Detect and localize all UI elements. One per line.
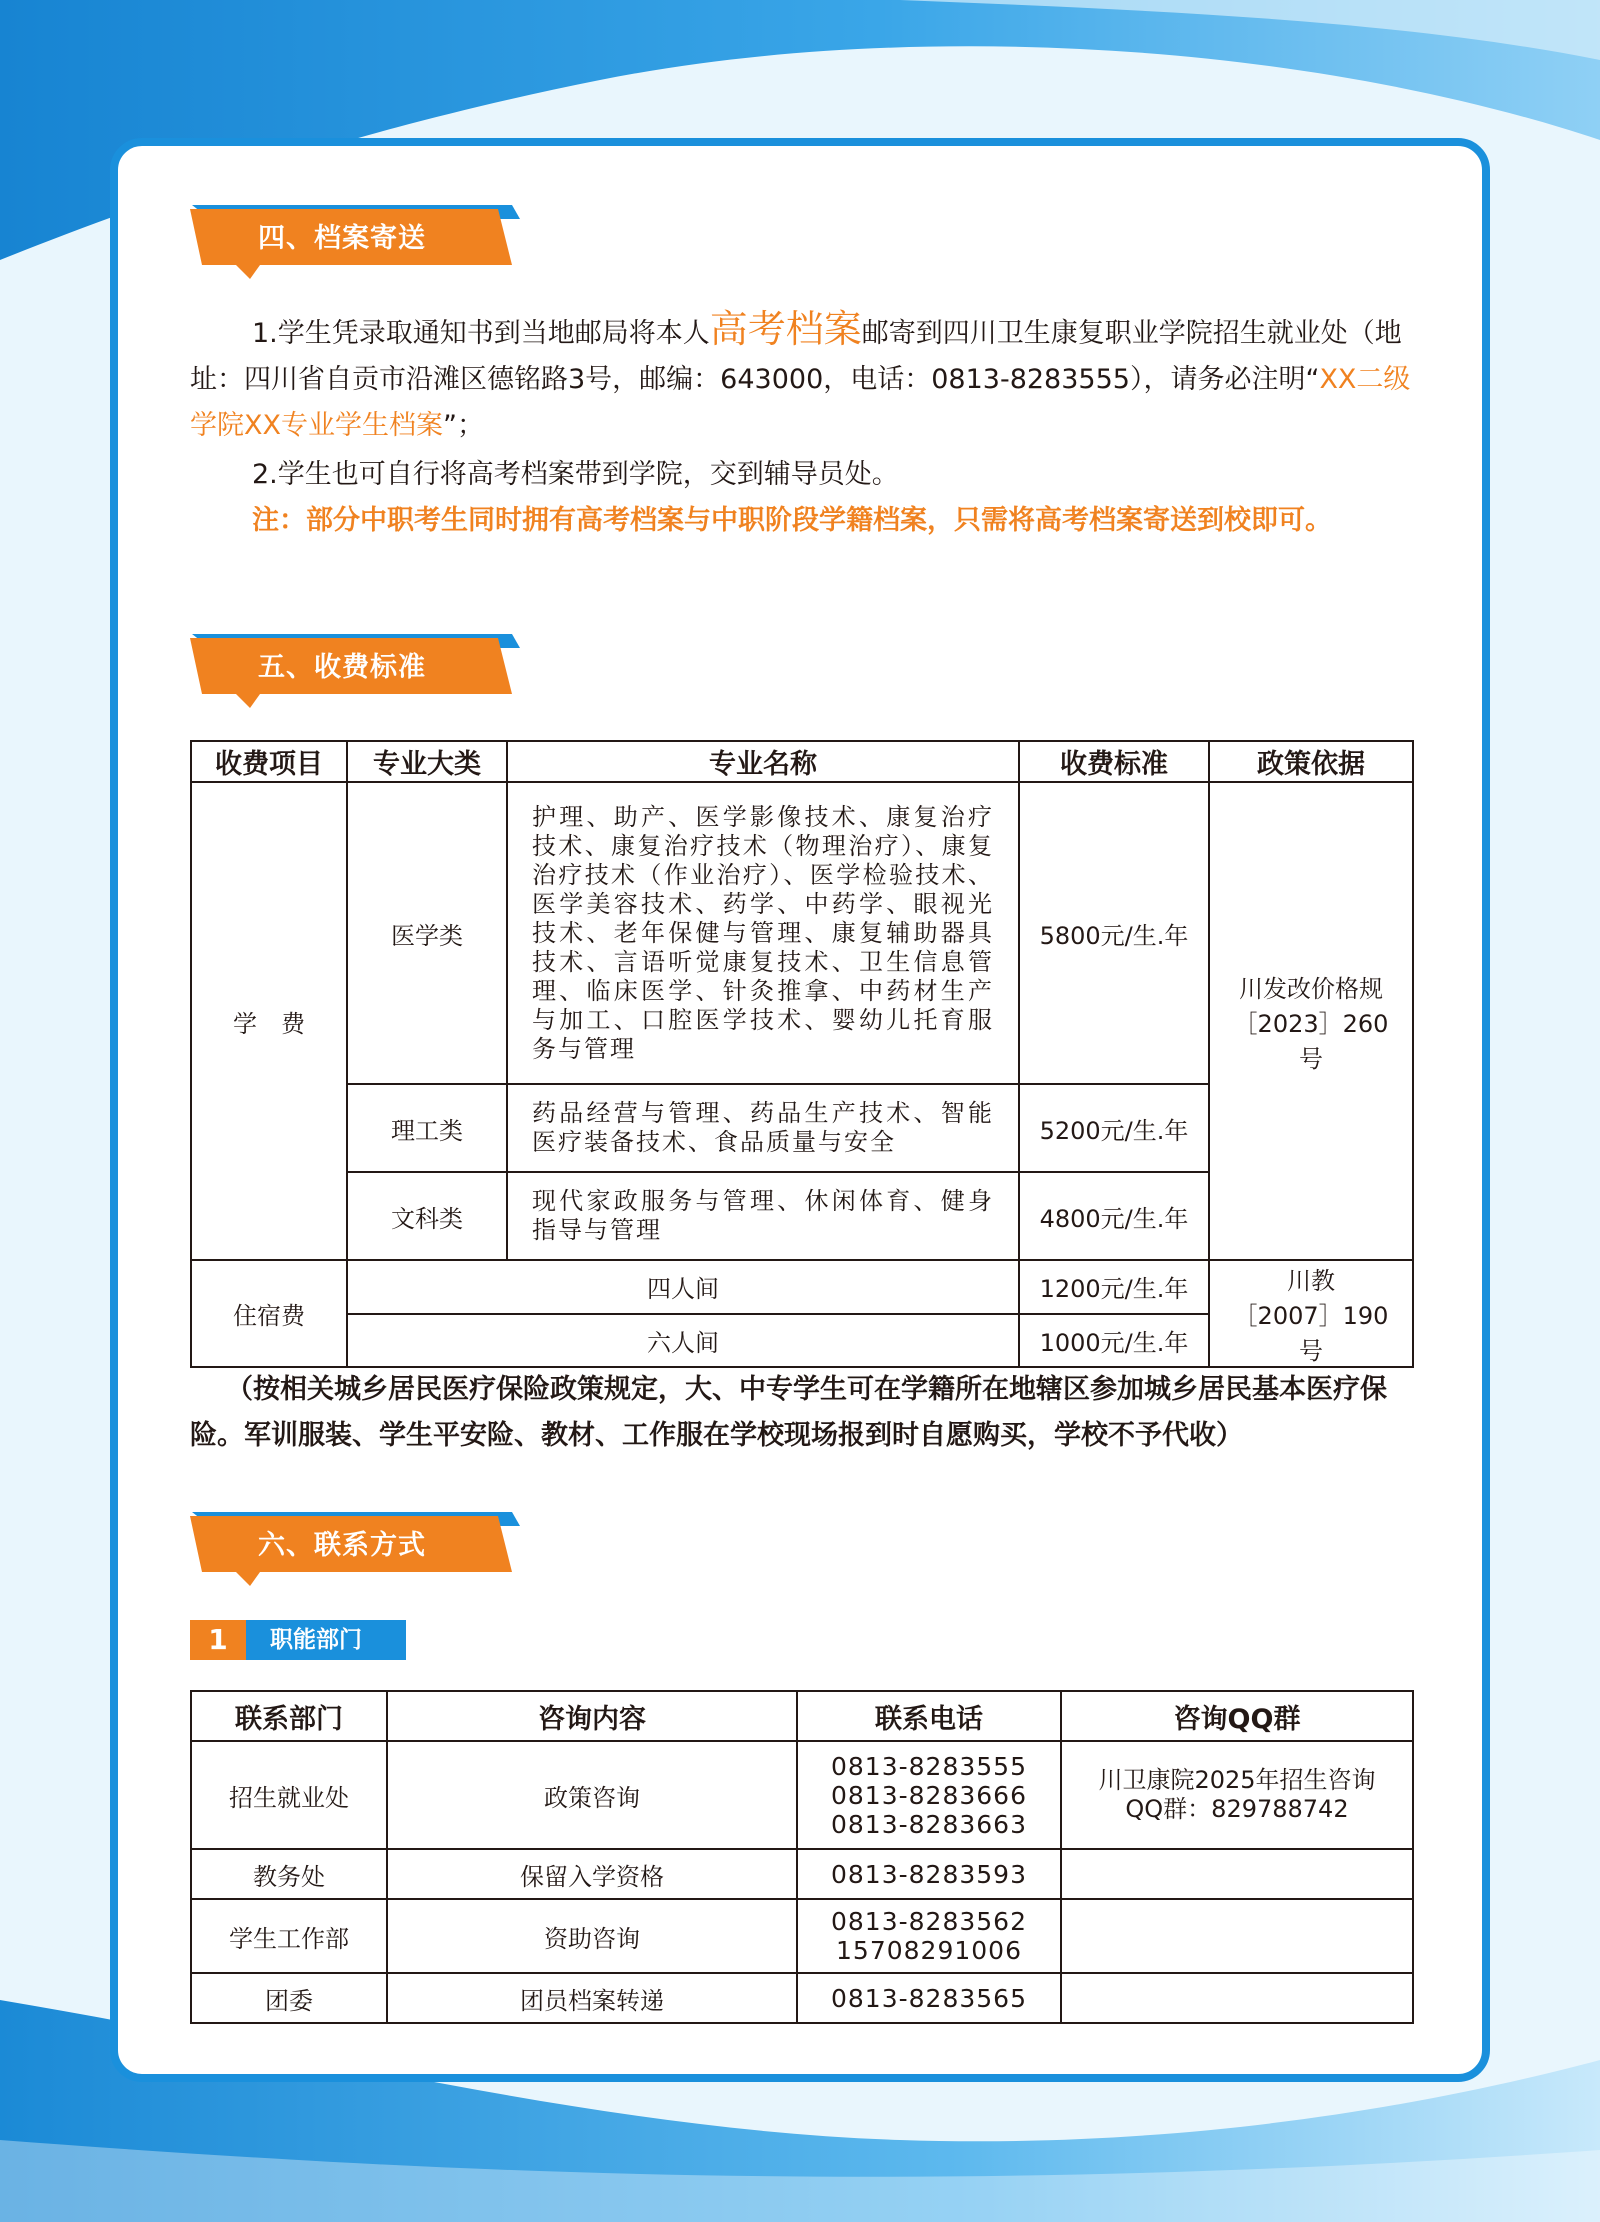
subsection-label: 职能部门 [246, 1620, 406, 1660]
dept-student-affairs: 学生工作部 [191, 1899, 387, 1973]
section4-paragraph-1: 1.学生凭录取通知书到当地邮局将本人高考档案邮寄到四川卫生康复职业学院招生就业处（地址：四川省自贡市沿滩区德铭路3号，邮编：643000，电话：0813-8283555），请务必注明“XX二级学院XX专业学生档案”； [190, 307, 1411, 441]
content-admissions: 政策咨询 [387, 1741, 797, 1849]
category-liberal-arts: 文科类 [347, 1172, 507, 1260]
content-student-affairs: 资助咨询 [387, 1899, 797, 1973]
section4-banner [190, 205, 520, 279]
content-youth-league: 团员档案转递 [387, 1973, 797, 2023]
header-fee-standard: 收费标准 [1019, 741, 1209, 782]
section5-title: 五、收费标准 [258, 652, 426, 683]
dorm-room-four: 四人间 [347, 1260, 1019, 1314]
table-row [191, 1260, 1413, 1314]
qq-empty [1061, 1899, 1413, 1973]
tuition-label: 学 费 [191, 782, 347, 1260]
tuition-policy: 川发改价格规 ［2023］260号 [1209, 782, 1413, 1260]
category-medical: 医学类 [347, 782, 507, 1084]
fee-medical: 5800元/生.年 [1019, 782, 1209, 1084]
category-engineering: 理工类 [347, 1084, 507, 1172]
phones-admissions: 0813-8283555 0813-8283666 0813-8283663 [797, 1741, 1061, 1849]
fee-table [190, 740, 1414, 1368]
phones-youth-league: 0813-8283565 [797, 1973, 1061, 2023]
fee-note: （按相关城乡居民医疗保险政策规定，大、中专学生可在学籍所在地辖区参加城乡居民基本医疗保险。军训服装、学生平安险、教材、工作服在学校现场报到时自愿购买，学校不予代收） [190, 1374, 1387, 1451]
section4-paragraph-2: 2.学生也可自行将高考档案带到学院，交到辅导员处。 [252, 459, 899, 490]
qq-group: 川卫康院2025年招生咨询 QQ群：829788742 [1061, 1741, 1413, 1849]
section6-title: 六、联系方式 [258, 1530, 426, 1561]
table-row [191, 1899, 1413, 1973]
majors-liberal-arts: 现代家政服务与管理、休闲体育、健身指导与管理 [507, 1172, 1019, 1260]
phones-student-affairs: 0813-8283562 15708291006 [797, 1899, 1061, 1973]
table-row [191, 1849, 1413, 1899]
fee-table-header [191, 741, 1413, 782]
majors-engineering: 药品经营与管理、药品生产技术、智能医疗装备技术、食品质量与安全 [507, 1084, 1019, 1172]
dorm-fee-four: 1200元/生.年 [1019, 1260, 1209, 1314]
section6-banner [190, 1512, 520, 1586]
header-phone: 联系电话 [797, 1691, 1061, 1741]
majors-medical: 护理、助产、医学影像技术、康复治疗技术、康复治疗技术（物理治疗）、康复治疗技术（作业治疗）、医学检验技术、医学美容技术、药学、中药学、眼视光技术、老年保健与管理、康复辅助器具技术、言语听觉康复技术、卫生信息管理、临床医学、针灸推拿、中药材生产与加工、口腔医学技术、婴幼儿托育服务与管理 [507, 782, 1019, 1084]
dorm-label: 住宿费 [191, 1260, 347, 1367]
table-row [191, 782, 1413, 1084]
header-department: 联系部门 [191, 1691, 387, 1741]
table-row [191, 1973, 1413, 2023]
qq-empty [1061, 1849, 1413, 1899]
dorm-room-six: 六人间 [347, 1314, 1019, 1368]
highlight-archive-label: XX二级学院XX专业学生档案 [190, 364, 1411, 441]
contact-table [190, 1690, 1414, 2024]
dept-academic: 教务处 [191, 1849, 387, 1899]
dorm-fee-six: 1000元/生.年 [1019, 1314, 1209, 1368]
section5-banner [190, 634, 520, 708]
dept-youth-league: 团委 [191, 1973, 387, 2023]
section4-note: 注：部分中职考生同时拥有高考档案与中职阶段学籍档案，只需将高考档案寄送到校即可。 [252, 505, 1332, 536]
qq-empty [1061, 1973, 1413, 2023]
header-policy: 政策依据 [1209, 741, 1413, 782]
fee-engineering: 5200元/生.年 [1019, 1084, 1209, 1172]
table-row [191, 1741, 1413, 1849]
dorm-policy: 川教 ［2007］190号 [1209, 1260, 1413, 1367]
header-major-names: 专业名称 [507, 741, 1019, 782]
header-category: 专业大类 [347, 741, 507, 782]
phones-academic: 0813-8283593 [797, 1849, 1061, 1899]
header-content: 咨询内容 [387, 1691, 797, 1741]
section4-title: 四、档案寄送 [258, 223, 426, 254]
highlight-gaokao-archive: 高考档案 [709, 307, 862, 351]
content-academic: 保留入学资格 [387, 1849, 797, 1899]
dept-admissions: 招生就业处 [191, 1741, 387, 1849]
fee-liberal-arts: 4800元/生.年 [1019, 1172, 1209, 1260]
header-fee-item: 收费项目 [191, 741, 347, 782]
subsection-number: 1 [190, 1620, 246, 1660]
contact-table-header [191, 1691, 1413, 1741]
header-qq: 咨询QQ群 [1061, 1691, 1413, 1741]
